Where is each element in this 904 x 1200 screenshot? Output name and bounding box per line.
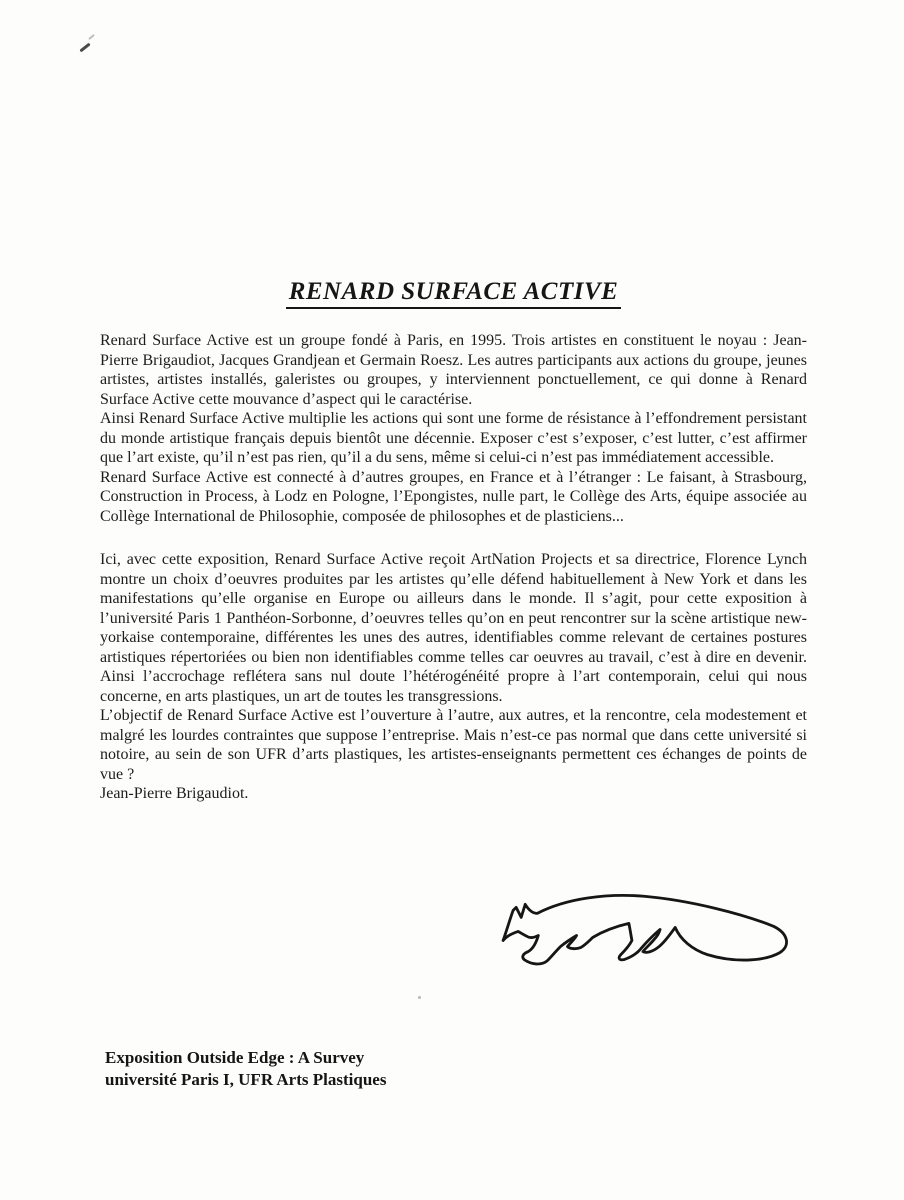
signature-name: Jean-Pierre Brigaudiot. (100, 785, 249, 802)
paragraph-exposition: Ici, avec cette exposition, Renard Surface Active reçoit ArtNation Projects et sa directrice, Florence Lynch montre un choix d’oeuvres produites par les artistes qu’elle défend habituellement à New York et dans les manifestations qu’elle organise en Europe ou ailleurs dans le monde. Il s’agit, pour cette exposition à l’université Paris 1 Panthéon-Sorbonne, d’oeuvres telles qu’on en peut rencontrer sur la scène artistique new-yorkaise contemporaine, différentes les unes des autres, identifiables comme relevant de certaines postures artistiques répertoriées ou bien non identifiables comme telles car oeuvres au travail, c’est à dire en devenir. Ainsi l’accrochage reflétera sans nul doute l’hétérogénéité propre à l’art contemporain, celui qui nous concerne, en arts plastiques, un art de toutes les transgressions. (100, 551, 807, 705)
pen-mark (79, 43, 90, 53)
footer-block (105, 1047, 386, 1090)
footer-university-line: université Paris I, UFR Arts Plastiques (105, 1069, 387, 1089)
fox-line-drawing (491, 885, 803, 986)
paragraph-objectif: L’objectif de Renard Surface Active est l’ouverture à l’autre, aux autres, et la rencontre, cela modestement et malgré les lourdes contraintes que suppose l’entreprise. Mais n’est-ce pas normal que dans cette université si notoire, au sein de son UFR d’arts plastiques, les artistes-enseignants permettent ces échanges de points de vue ? (100, 707, 807, 783)
scan-speck (418, 996, 421, 999)
paragraph-connections: Renard Surface Active est connecté à d’autres groupes, en France et à l’étranger : Le faisant, à Strasbourg, Construction in Process, à Lodz en Pologne, l’Epongistes, nulle part, le Collège des Arts, équipe associée au Collège International de Philosophie, composée de philosophes et de plasticiens... (100, 468, 807, 525)
title-block (100, 278, 807, 309)
body-text (100, 331, 807, 804)
footer-exposition-line: Exposition Outside Edge : A Survey (105, 1048, 365, 1067)
pen-mark (88, 34, 95, 40)
paragraph-group-intro: Renard Surface Active est un groupe fondé à Paris, en 1995. Trois artistes en constituent le noyau : Jean-Pierre Brigaudiot, Jacques Grandjean et Germain Roesz. Les autres participants aux actions du groupe, jeunes artistes, artistes installés, galeristes ou groupes, y interviennent ponctuellement, ce qui donne à Renard Surface Active cette mouvance d’aspect qui le caractérise. (100, 332, 807, 408)
paragraph-resistance: Ainsi Renard Surface Active multiplie les actions qui sont une forme de résistance à l’effondrement persistant du monde artistique français depuis bientôt une décennie. Exposer c’est s’exposer, c’est lutter, c’est affirmer que l’art existe, qu’il n’est pas rien, qu’il a du sens, même si celui-ci n’est pas immédiatement accessible. (100, 410, 807, 466)
document-title: RENARD SURFACE ACTIVE (286, 278, 622, 309)
